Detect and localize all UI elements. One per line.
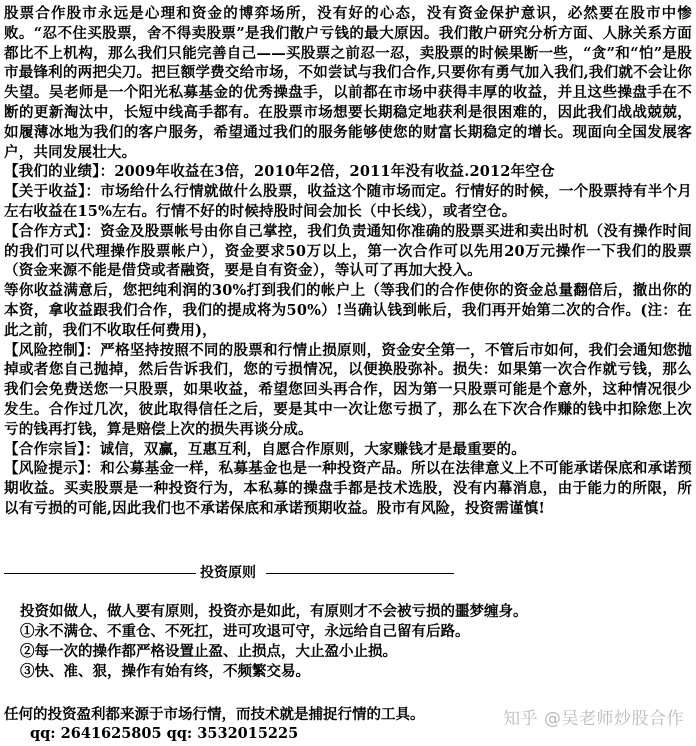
principles-intro: 投资如做人，做人要有原则，投资亦是如此，有原则才不会被亏损的噩梦缠身。 <box>20 603 528 620</box>
returns-section: 【关于收益】：市场给什么行情就做什么股票，收益这个随市场而定。行情好的时候，一个股票持有半个月左右收益在15%左右。行情不好的时候持股时间会加长（中长线），或者空仓。 <box>4 183 692 220</box>
principle-item: ②每一次的操作都严格设置止盈、止损点，大止盈小止损。 <box>20 643 397 660</box>
section-divider <box>4 563 454 583</box>
watermark: 知乎 @吴老师炒股合作 <box>503 709 684 729</box>
intro-paragraph: 股票合作股市永远是心理和资金的博弈场所，没有好的心态，没有资金保护意识，必然要在股市中惨败。“忍不住买股票，舍不得卖股票”是我们散户亏钱的最大原因。我们散户研究分析方面、人脉关系方面都比不上机构，那么我们只能完善自己——买股票之前忍一忍，卖股票的时候果断一些，“贪”和“怕”是股市最锋利的两把尖刀。把巨额学费交给市场，不如尝试与我们合作,只要你有勇气加入我们,我们就不会让你失望。吴老师是一个阳光私募基金的优秀操盘手，以前都在市场中获得丰厚的收益，并且这些操盘手在不断的更新淘汰中，长短中线高手都有。在股票市场想要长期稳定地获利是很困难的，因此我们战战兢兢，如履薄冰地为我们的客户服务，希望通过我们的服务能够使您的财富长期稳定的增长。现面向全国发展客户，共同发展壮大。 <box>4 5 692 161</box>
tenet-section: 【合作宗旨】：诚信，双赢，互惠互利，自愿合作原则，大家赚钱才是最重要的。 <box>4 440 526 458</box>
principles-block <box>20 602 680 682</box>
divider-line-right <box>266 573 454 574</box>
risk-control-section: 【风险控制】：严格坚持按照不同的股票和行情止损原则，资金安全第一，不管后市如何，我们会通知您抛掉或者您自己抛掉，然后告诉我们，您的亏损情况，以便换股弥补。损失：如果第一次合作就亏钱，那么我们会免费送您一只股票，如果收益，希望您回头再合作，因为第一只股票可能是个意外，这种情况很少发生。合作过几次，彼此取得信任之后，要是其中一次让您亏损了，那么在下次合作赚的钱中扣除您上次亏的钱再打钱，算是赔偿上次的损失再谈分成。 <box>4 341 692 438</box>
footer-block <box>4 705 464 743</box>
divider-heading: 投资原则 <box>200 565 256 581</box>
divider-line-left <box>4 573 196 574</box>
main-text-block <box>4 4 692 519</box>
cooperation-section-continued: 等你收益满意后，您把纯利润的30%打到我们的帐户上（等我们的合作使你的资金总量翻倍后，撤出你的本资，拿收益跟我们合作，我们的提成将为50%）!当确认钱到帐后，我们再开始第二次的合作。(注：在此之前，我们不收取任何费用)， <box>4 282 692 339</box>
principle-item: ③快、准、狠，操作有始有终，不频繁交易。 <box>20 663 310 680</box>
footer-tagline: 任何的投资盈利都来源于市场行情，而技术就是捕捉行情的工具。 <box>4 706 425 723</box>
contact-qq: qq: 2641625805 qq: 3532015225 <box>30 725 299 742</box>
risk-warning-section: 【风险提示】：和公募基金一样，私募基金也是一种投资产品。所以在法律意义上不可能承诺保底和承诺预期收益。买卖股票是一种投资行为，本私募的操盘手都是技术选股，没有内幕消息，由于能力的所限，所以有亏损的可能,因此我们也不承诺保底和承诺预期收益。股市有风险，投资需谨慎! <box>4 460 692 517</box>
performance-section: 【我们的业绩】：2009年收益在3倍，2010年2倍，2011年没有收益.2012年空仓 <box>4 163 555 181</box>
principle-item: ①永不满仓、不重仓、不死扛，进可攻退可守，永远给自己留有后路。 <box>20 623 470 640</box>
cooperation-section: 【合作方式】：资金及股票帐号由你自己掌控，我们负责通知你准确的股票买进和卖出时机（没有操作时间的我们可以代理操作股票帐户），资金要求50万以上，第一次合作可以先用20万元操作一下我们的股票（资金来源不能是借贷或者融资，要是自有资金），等认可了再加大投入。 <box>4 222 692 280</box>
